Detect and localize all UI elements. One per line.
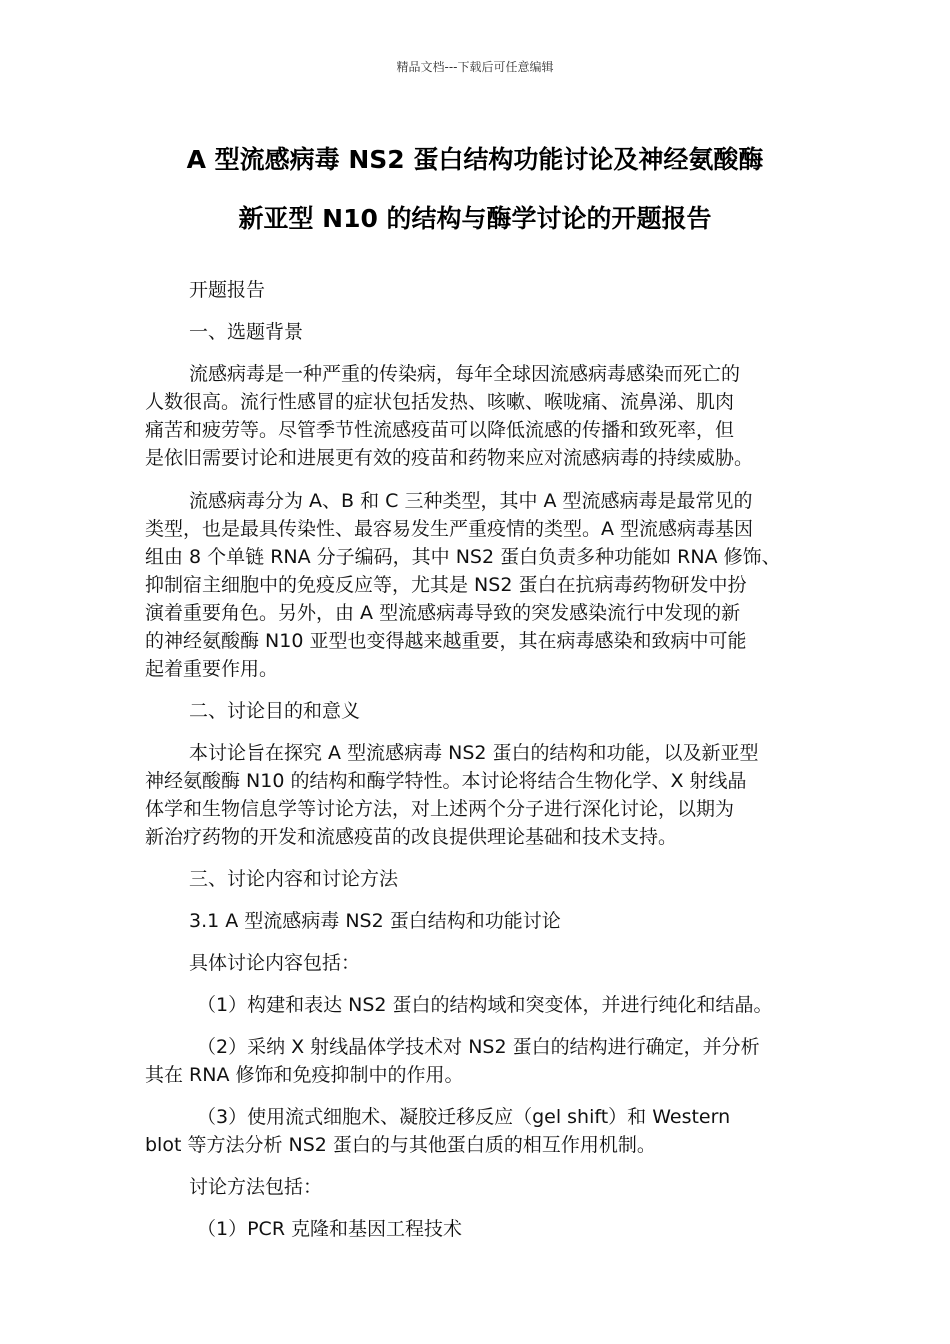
text-line: 组由 8 个单链 RNA 分子编码，其中 NS2 蛋白负责多种功能如 RNA 修饰、 <box>145 546 781 568</box>
content-item-2 <box>145 1033 815 1089</box>
section-heading-purpose: 二、讨论目的和意义 <box>189 700 361 722</box>
text-line: blot 等方法分析 NS2 蛋白的与其他蛋白质的相互作用机制。 <box>145 1134 656 1156</box>
text-line: 抑制宿主细胞中的免疫反应等，尤其是 NS2 蛋白在抗病毒药物研发中扮 <box>145 574 747 596</box>
content-item-1: （1）构建和表达 NS2 蛋白的结构域和突变体，并进行纯化和结晶。 <box>197 994 773 1016</box>
text-line: 演着重要角色。另外，由 A 型流感病毒导致的突发感染流行中发现的新 <box>145 602 741 624</box>
subsection-heading-3-1: 3.1 A 型流感病毒 NS2 蛋白结构和功能讨论 <box>189 910 561 932</box>
document-title-line-2: 新亚型 N10 的结构与酶学讨论的开题报告 <box>238 204 712 233</box>
document-body <box>145 276 815 1243</box>
text-line: 的神经氨酸酶 N10 亚型也变得越来越重要，其在病毒感染和致病中可能 <box>145 630 747 652</box>
page-header: 精品文档---下载后可任意编辑 <box>396 60 554 74</box>
text-line: （3）使用流式细胞术、凝胶迁移反应（gel shift）和 Western <box>197 1106 731 1128</box>
method-label: 讨论方法包括： <box>189 1176 323 1198</box>
content-label: 具体讨论内容包括： <box>189 952 361 974</box>
text-line: 类型，也是最具传染性、最容易发生严重疫情的类型。A 型流感病毒基因 <box>145 518 754 540</box>
content-item-3 <box>145 1103 815 1159</box>
text-line: （2）采纳 X 射线晶体学技术对 NS2 蛋白的结构进行确定，并分析 <box>197 1036 760 1058</box>
purpose-paragraph <box>145 739 815 851</box>
text-line: 新治疗药物的开发和流感疫苗的改良提供理论基础和技术支持。 <box>145 826 678 848</box>
text-line: 其在 RNA 修饰和免疫抑制中的作用。 <box>145 1064 464 1086</box>
section-heading-methods: 三、讨论内容和讨论方法 <box>189 868 399 890</box>
text-line: 神经氨酸酶 N10 的结构和酶学特性。本讨论将结合生物化学、X 射线晶 <box>145 770 747 792</box>
text-line: 体学和生物信息学等讨论方法，对上述两个分子进行深化讨论，以期为 <box>145 798 735 820</box>
report-label: 开题报告 <box>189 279 266 301</box>
section-heading-background: 一、选题背景 <box>189 321 304 343</box>
text-line: 流感病毒是一种严重的传染病，每年全球因流感病毒感染而死亡的 <box>189 363 741 385</box>
text-line: 人数很高。流行性感冒的症状包括发热、咳嗽、喉咙痛、流鼻涕、肌肉 <box>145 391 735 413</box>
document-title-line-1: A 型流感病毒 NS2 蛋白结构功能讨论及神经氨酸酶 <box>186 145 764 174</box>
text-line: 痛苦和疲劳等。尽管季节性流感疫苗可以降低流感的传播和致死率，但 <box>145 419 735 441</box>
background-paragraph-2 <box>145 487 815 683</box>
text-line: 流感病毒分为 A、B 和 C 三种类型，其中 A 型流感病毒是最常见的 <box>189 490 753 512</box>
text-line: 是依旧需要讨论和进展更有效的疫苗和药物来应对流感病毒的持续威胁。 <box>145 447 754 469</box>
text-line: 起着重要作用。 <box>145 658 279 680</box>
background-paragraph-1 <box>145 360 815 472</box>
method-item-1: （1）PCR 克隆和基因工程技术 <box>197 1218 463 1240</box>
text-line: 本讨论旨在探究 A 型流感病毒 NS2 蛋白的结构和功能，以及新亚型 <box>189 742 759 764</box>
